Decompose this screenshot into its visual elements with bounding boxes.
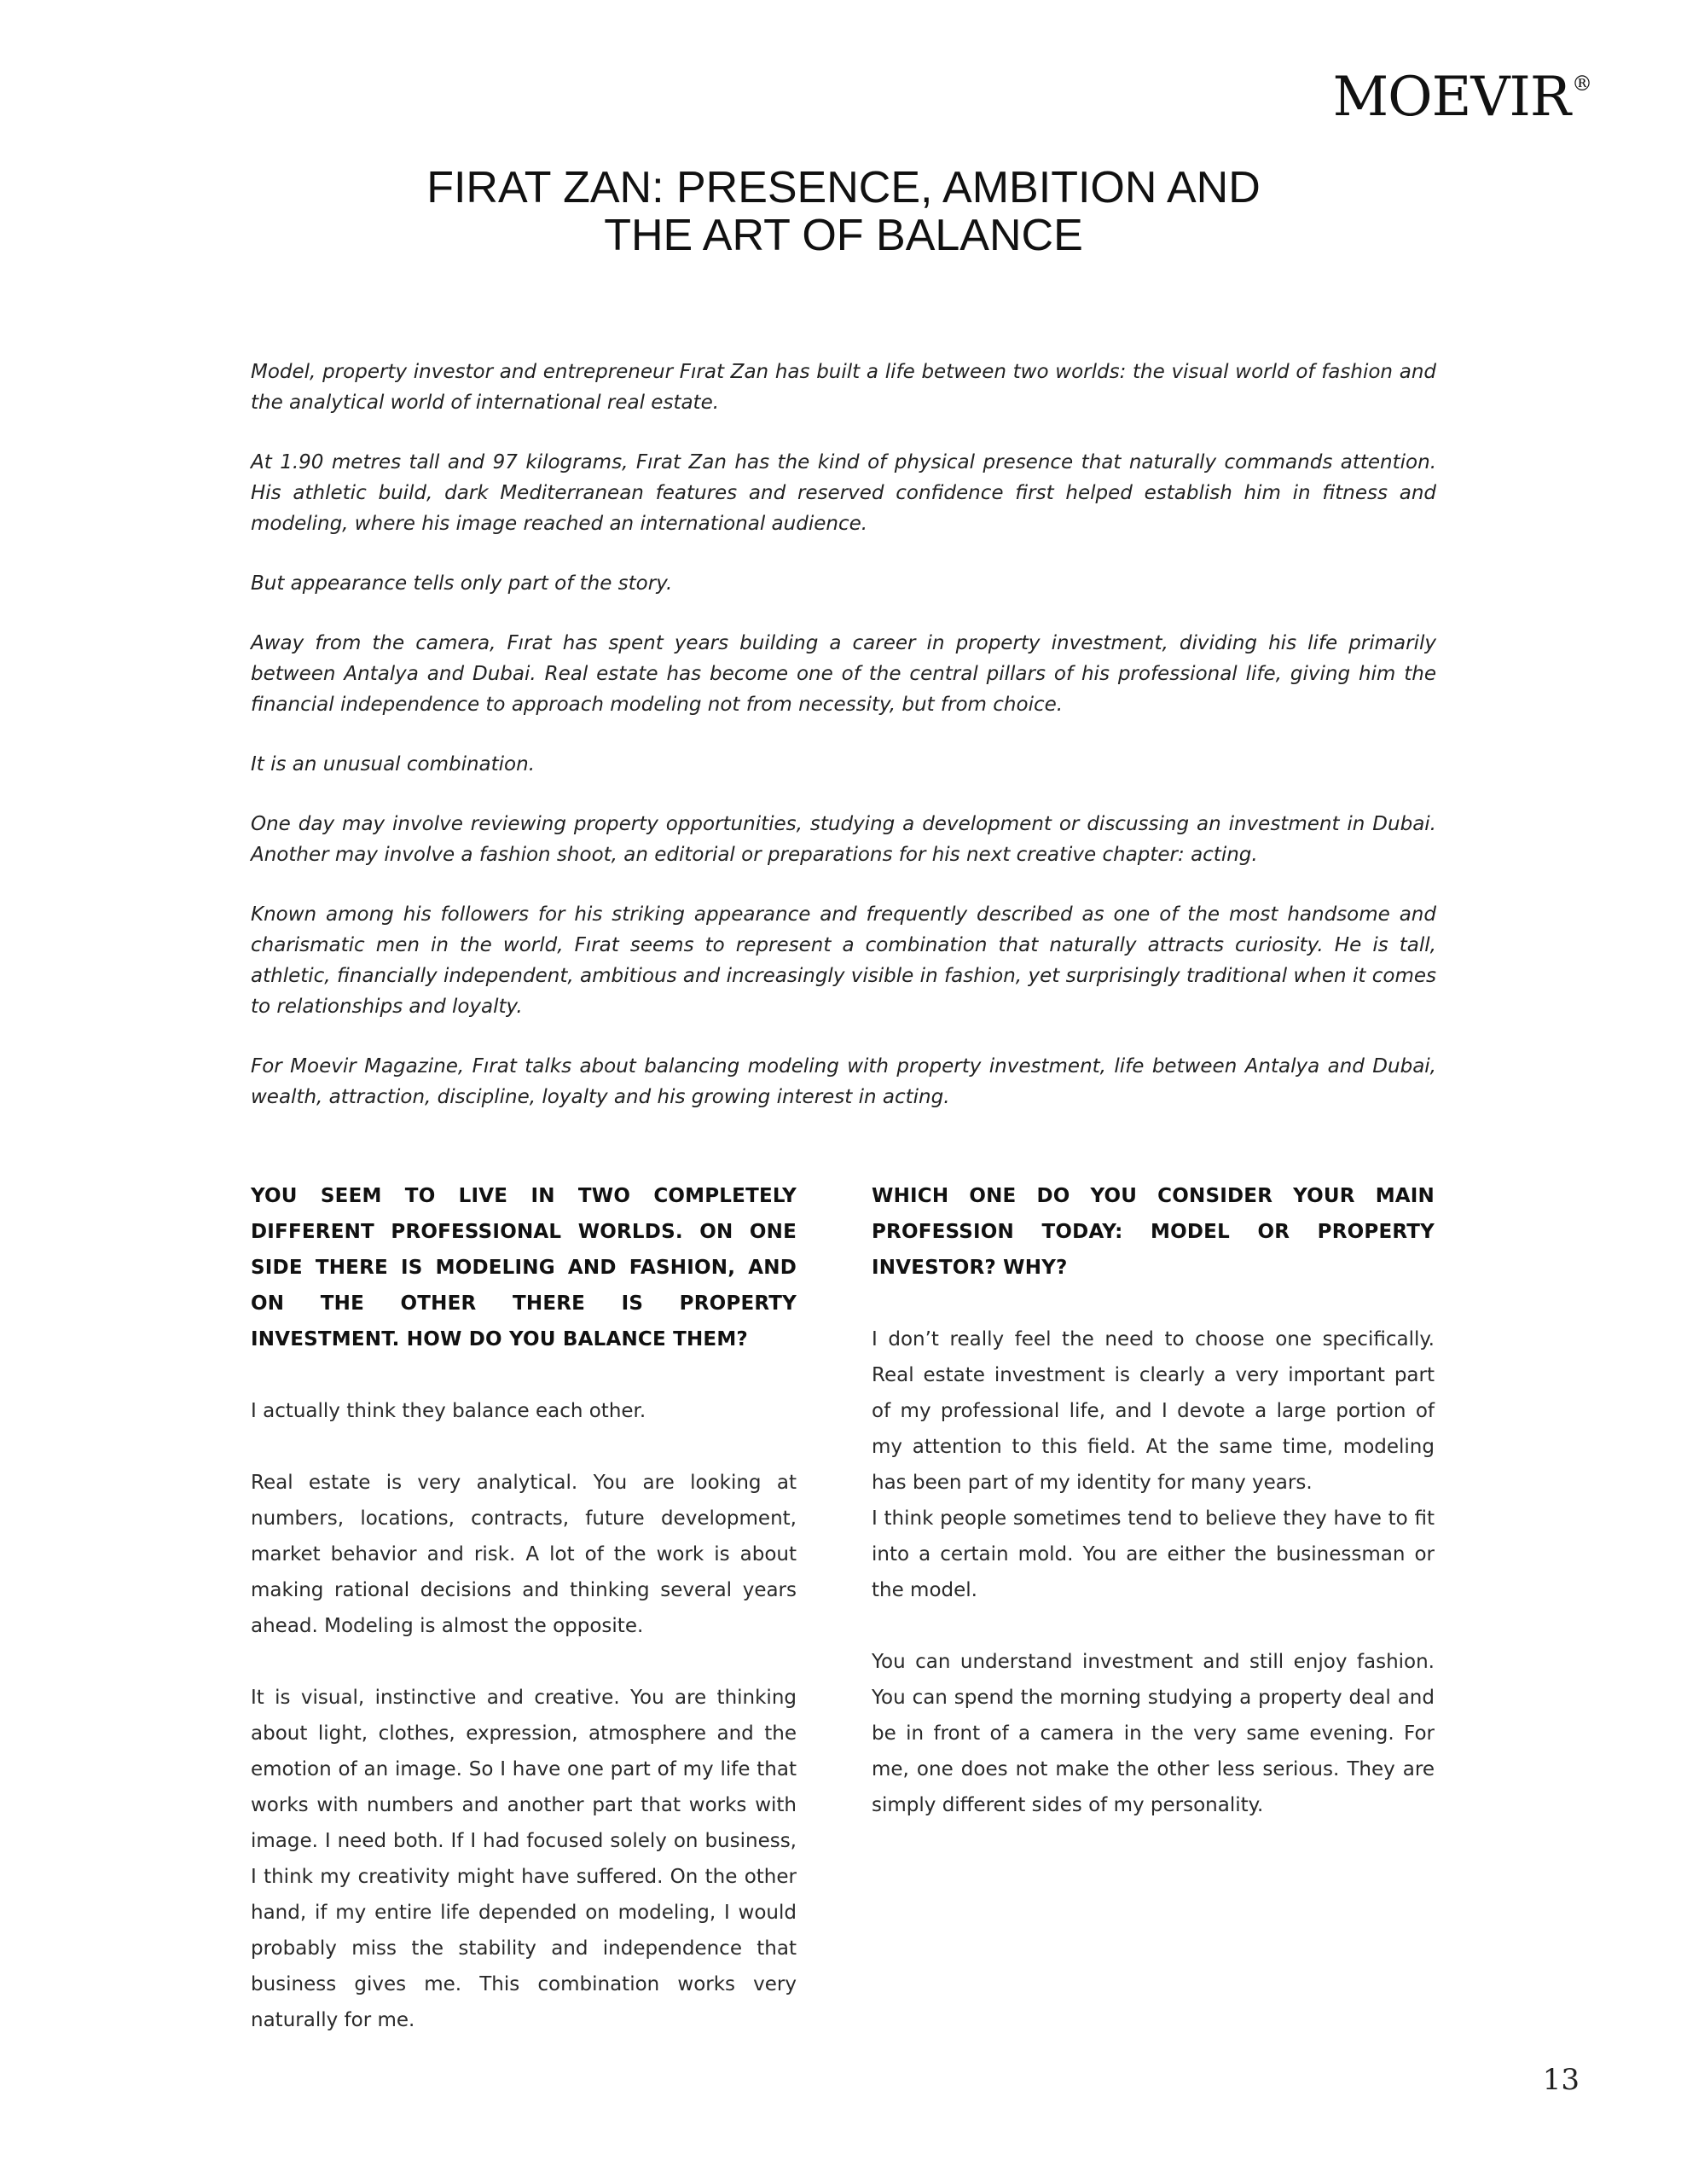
article-title-line-1: FIRAT ZAN: PRESENCE, AMBITION AND [426, 163, 1261, 212]
interview-question: YOU SEEM TO LIVE IN TWO COMPLETELY DIFFERENT PROFESSIONAL WORLDS. ON ONE SIDE THERE IS MODELING AND FASHION, AND ON THE OTHER THERE IS PROPERTY INVESTMENT. HOW DO YOU BALANCE THEM? [251, 1185, 797, 1350]
magazine-logo [1332, 66, 1591, 129]
interview-answer: Real estate is very analytical. You are looking at numbers, locations, contracts, future development, market behavior and risk. A lot of the work is about making rational decisions and thinking several years ahead. Modeling is almost the opposite. [251, 1472, 797, 1637]
right-column [872, 1178, 1435, 1823]
intro-paragraph: Model, property investor and entrepreneur Fırat Zan has built a life between two worlds: the visual world of fashion and the analytical world of international real estate. [251, 361, 1436, 414]
article-intro [251, 357, 1436, 1141]
interview-answer: I don’t really feel the need to choose one specifically. Real estate investment is clearly a very important part of my professional life, and I devote a large portion of my attention to this field. At the same time, modeling has been part of my identity for many years. [872, 1328, 1435, 1494]
article-title [0, 164, 1687, 259]
left-column [251, 1178, 797, 2038]
interview-answer: I actually think they balance each other. [251, 1400, 646, 1422]
interview-answer: It is visual, instinctive and creative. You are thinking about light, clothes, expression, atmosphere and the emotion of an image. So I have one part of my life that works with numbers and another part that works with image. I need both. If I had focused solely on business, I think my creativity might have suffered. On the other hand, if my entire life depended on modeling, I would probably miss the stability and independence that business gives me. This combination works very naturally for me. [251, 1687, 797, 2031]
intro-paragraph: Known among his followers for his striking appearance and frequently described as one of the most handsome and charismatic men in the world, Fırat seems to represent a combination that naturally attracts curiosity. He is tall, athletic, financially independent, ambitious and increasingly visible in fashion, yet surprisingly traditional when it comes to relationships and loyalty. [251, 903, 1436, 1018]
intro-paragraph: It is an unusual combination. [251, 753, 536, 775]
intro-paragraph: At 1.90 metres tall and 97 kilograms, Fırat Zan has the kind of physical presence that naturally commands attention. His athletic build, dark Mediterranean features and reserved confidence first helped establish him in fitness and modeling, where his image reached an international audience. [251, 451, 1436, 535]
page-number: 13 [1542, 2063, 1580, 2097]
registered-mark: ® [1572, 72, 1591, 96]
article-title-line-2: THE ART OF BALANCE [604, 211, 1083, 260]
logo-text: MOEVIR [1332, 66, 1570, 129]
intro-paragraph: For Moevir Magazine, Fırat talks about balancing modeling with property investment, life between Antalya and Dubai, wealth, attraction, discipline, loyalty and his growing interest in acting. [251, 1055, 1436, 1108]
interview-question: WHICH ONE DO YOU CONSIDER YOUR MAIN PROFESSION TODAY: MODEL OR PROPERTY INVESTOR? WHY? [872, 1185, 1435, 1279]
interview-answer: You can understand investment and still enjoy fashion. You can spend the morning studying a property deal and be in front of a camera in the very same evening. For me, one does not make the other less serious. They are simply different sides of my personality. [872, 1651, 1435, 1816]
intro-paragraph: But appearance tells only part of the story. [251, 572, 673, 595]
intro-paragraph: One day may involve reviewing property opportunities, studying a development or discussing an investment in Dubai. Another may involve a fashion shoot, an editorial or preparations for his next creative chapter: acting. [251, 813, 1436, 866]
intro-paragraph: Away from the camera, Fırat has spent years building a career in property investment, dividing his life primarily between Antalya and Dubai. Real estate has become one of the central pillars of his professional life, giving him the financial independence to approach modeling not from necessity, but from choice. [251, 632, 1436, 716]
interview-answer: I think people sometimes tend to believe they have to fit into a certain mold. You are either the businessman or the model. [872, 1507, 1435, 1601]
